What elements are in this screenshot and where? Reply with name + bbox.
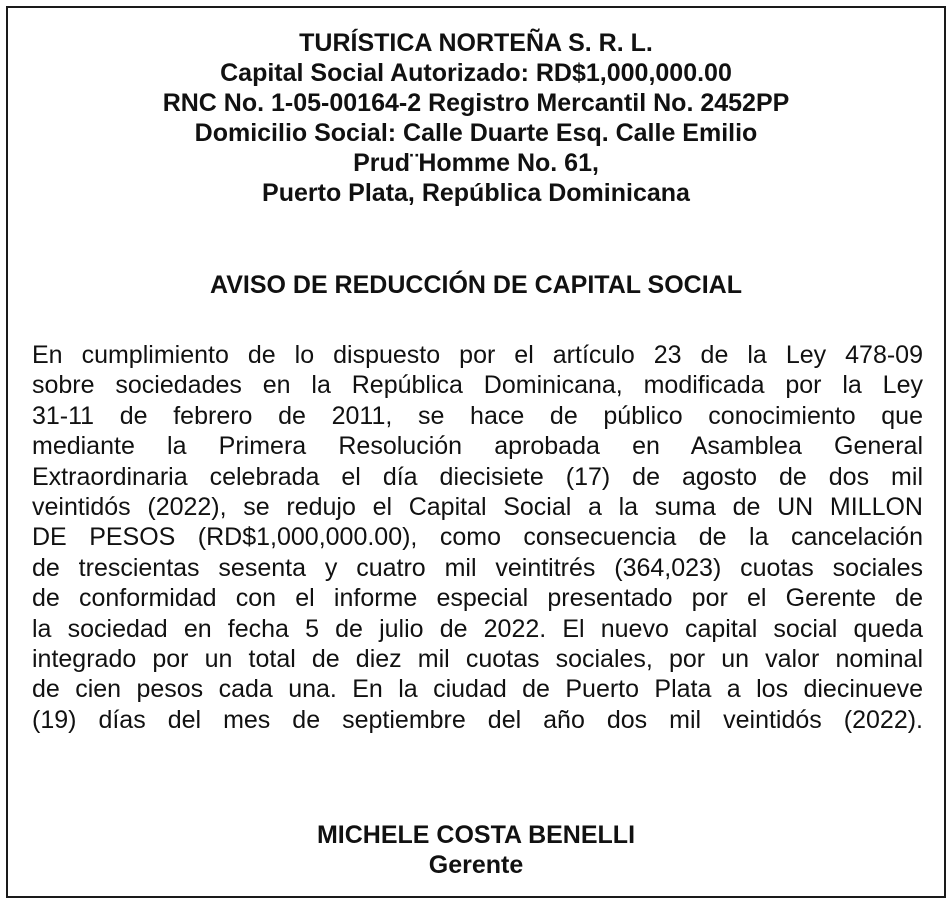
body-line: mediante la Primera Resolución aprobada en Asamblea General: [32, 432, 923, 461]
body-line: veintidós (2022), se redujo el Capital Social a la suma de UN MILLON: [32, 493, 923, 522]
legal-notice: [6, 6, 946, 898]
authorized-capital: Capital Social Autorizado: RD$1,000,000.00: [220, 59, 732, 87]
body-line: (19) días del mes de septiembre del año dos mil veintidós (2022).: [32, 705, 923, 734]
body-line: 31-11 de febrero de 2011, se hace de público conocimiento que: [32, 401, 923, 430]
rnc-registration: RNC No. 1-05-00164-2 Registro Mercantil No. 2452PP: [162, 89, 790, 117]
notice-title: AVISO DE REDUCCIÓN DE CAPITAL SOCIAL: [210, 271, 742, 299]
body-line: En cumplimiento de lo dispuesto por el artículo 23 de la Ley 478-09: [32, 341, 923, 369]
body-line: de conformidad con el informe especial presentado por el Gerente de: [32, 584, 923, 613]
body-line: de cien pesos cada una. En la ciudad de Puerto Plata a los diecinueve: [32, 675, 923, 704]
company-name: TURÍSTICA NORTEÑA S. R. L.: [299, 29, 653, 57]
company-header: [8, 28, 944, 208]
body-line: la sociedad en fecha 5 de julio de 2022. El nuevo capital social queda: [32, 614, 923, 643]
body-line: DE PESOS (RD$1,000,000.00), como consecuencia de la cancelación: [32, 523, 923, 552]
body-line: Extraordinaria celebrada el día diecisiete (17) de agosto de dos mil: [32, 462, 923, 491]
notice-body: [32, 340, 923, 735]
signatory-name: MICHELE COSTA BENELLI: [316, 821, 636, 849]
address-city-country: Puerto Plata, República Dominicana: [262, 179, 690, 207]
body-line: sobre sociedades en la República Dominicana, modificada por la Ley: [32, 371, 923, 400]
address-line: Prud¨Homme No. 61,: [353, 149, 599, 177]
address-line: Domicilio Social: Calle Duarte Esq. Calle Emilio: [194, 119, 758, 147]
signatory-role: Gerente: [428, 851, 524, 879]
body-line: integrado por un total de diez mil cuotas sociales, por un valor nominal: [32, 645, 923, 674]
signature-block: [8, 820, 944, 880]
body-line: de trescientas sesenta y cuatro mil veintitrés (364,023) cuotas sociales: [32, 553, 923, 582]
